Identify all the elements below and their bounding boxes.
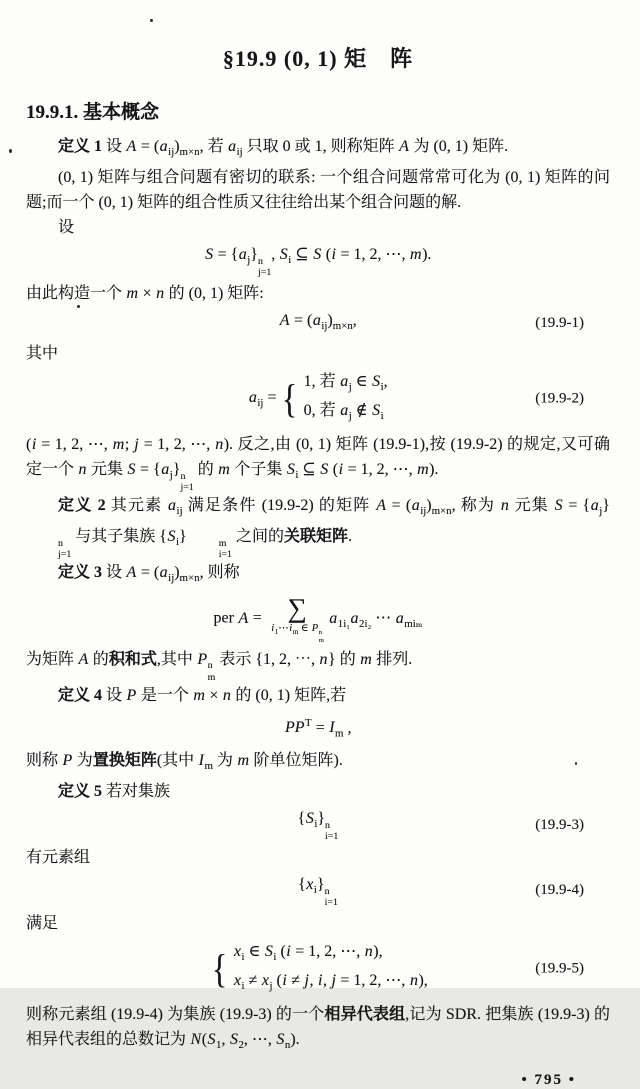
paragraph: 定义 5 若对集族	[58, 783, 171, 801]
paragraph: (i = 1, 2, ⋯, m; j = 1, 2, ⋯, n). 反之,由 (0, 1) 矩阵 (19.9-1),按 (19.9-2) 的规定,又可确定一个 n 元集 $S = \{a_j\}$ n j=1 的 m 个子集 $S_i$ ⊆ S (i = 1, 2, ⋯, m).	[26, 436, 610, 493]
equation: $\{S_i\}$ n i=1 (19.9-3)	[297, 810, 584, 842]
subsection-heading: 19.9.1. 基本概念	[26, 102, 160, 123]
equation-number: (19.9-4)	[535, 882, 584, 899]
paragraph: 则称元素组 (19.9-4) 为集族 (19.9-3) 的一个相异代表组,记为 SDR. 把集族 (19.9-3) 的相异代表组的总数记为 $N(S_1$, $S_2$, ⋯, $S_n$).	[26, 1006, 610, 1052]
equation: per A = ∑ $i_1\cdots i_m$ ∈ P n m $a_{1i_1}a_{2i_2}$ ⋯ $a_{mi_m}$	[213, 593, 423, 644]
summation-sign: ∑ $i_1\cdots i_m$ ∈ P n m	[271, 593, 324, 644]
paragraph: 定义 1 设 $A = (a_{ij})_{m\times n}$, 若 $a_{ij}$ 只取 0 或 1, 则称矩阵 A 为 (0, 1) 矩阵.	[58, 138, 509, 159]
paragraph: 则称 P 为置换矩阵(其中 $I_m$ 为 m 阶单位矩阵).	[26, 752, 343, 773]
paragraph: 设	[58, 219, 75, 237]
equation: $PP^T = I_m$ ,	[284, 716, 352, 740]
paragraph: 定义 4 设 P 是一个 m × n 的 (0, 1) 矩阵,若	[58, 686, 347, 704]
scan-speck	[9, 149, 12, 153]
left-brace: {	[282, 376, 298, 422]
page-number: • 795 •	[521, 1072, 576, 1089]
paragraph: 其中	[26, 345, 59, 363]
left-brace: {	[212, 945, 228, 991]
paragraph: 为矩阵 A 的积和式,其中 P n m 表示 {1, 2, ⋯, n} 的 m 排列.	[26, 651, 413, 683]
equation: $A = (a_{ij})_{m\times n}$, (19.9-1)	[26, 309, 610, 338]
equation-number: (19.9-3)	[535, 816, 584, 833]
equation: $S = \{a_j\}$ n j=1 , $S_i$ ⊆ S (i = 1, 2, ⋯, m).	[205, 246, 432, 278]
equation-cases: { $x_i$ ∈ $S_i$ (i = 1, 2, ⋯, n), $x_i \ne x_j$ (i ≠ j, i, j = 1, 2, ⋯, n), (19.9-5)	[212, 942, 584, 993]
equation-number: (19.9-5)	[535, 960, 584, 977]
equation-number: (19.9-1)	[535, 315, 584, 332]
document-content	[26, 42, 610, 1089]
paragraph: 定义 2 其元素 $a_{ij}$ 满足条件 (19.9-2) 的矩阵 $A = (a_{ij})_{m\times n}$, 称为 n 元集 $S = \{a_j\}$ n j=1 与其子集族 $\{S_i\}$ m i=1 之间的关联矩阵.	[58, 497, 610, 560]
paragraph: (0, 1) 矩阵与组合问题有密切的联系: 一个组合问题常常可化为 (0, 1) 矩阵的问题;而一个 (0, 1) 矩阵的组合性质又往往给出某个组合问题的解.	[26, 169, 610, 212]
paragraph: 由此构造一个 m × n 的 (0, 1) 矩阵:	[26, 284, 264, 302]
paragraph: 定义 3 设 $A = (a_{ij})_{m\times n}$, 则称	[58, 563, 240, 585]
equation-number: (19.9-2)	[535, 390, 584, 407]
paragraph: 有元素组	[26, 849, 91, 867]
scan-speck	[77, 305, 80, 308]
paragraph: 满足	[26, 914, 59, 932]
scan-speck	[575, 762, 577, 765]
section-title: §19.9 (0, 1) 矩 阵	[222, 46, 414, 71]
equation-cases: $a_{ij}$ = { 1, 若 $a_j$ ∈ $S_i$, 0, 若 $a_j$ ∉ $S_i$ (19.9-2)	[248, 373, 584, 423]
equation: $\{x_i\}$ n i=1 (19.9-4)	[298, 876, 584, 908]
scan-speck	[150, 19, 153, 22]
